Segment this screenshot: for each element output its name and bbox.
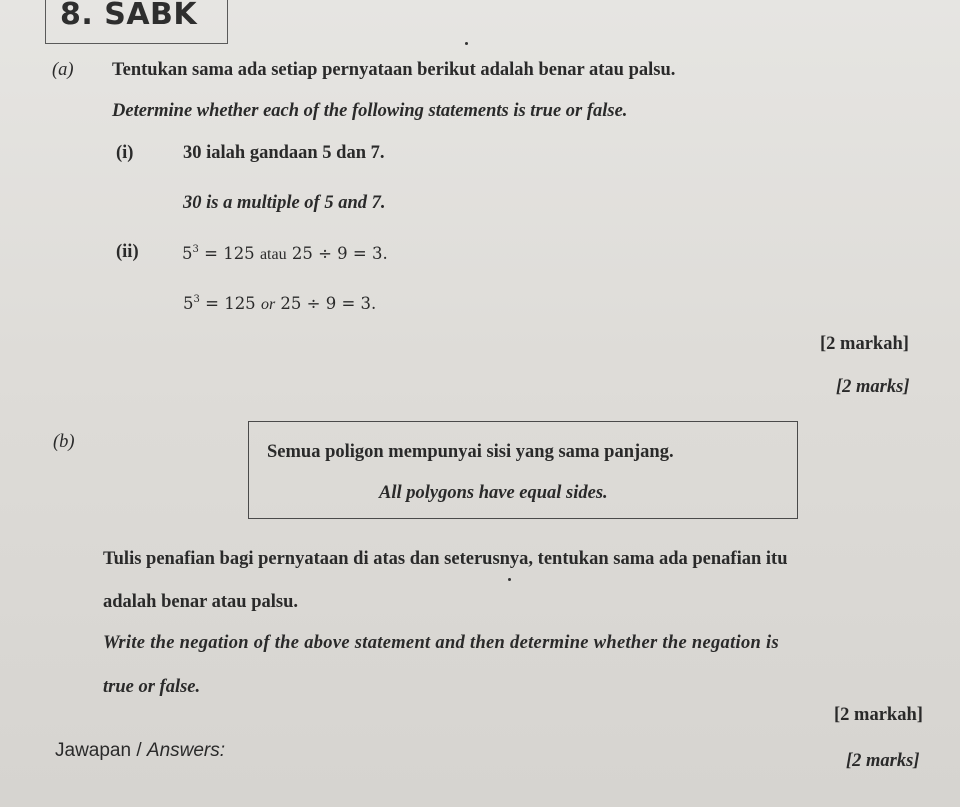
item-ii-ms-exponent: 3 xyxy=(192,244,199,255)
statement-ms: Semua poligon mempunyai sisi yang sama panjang. xyxy=(267,442,674,462)
item-ii-label: (ii) xyxy=(116,242,139,262)
part-b-marks-ms: [2 markah] xyxy=(834,705,923,725)
part-a-label: (a) xyxy=(52,60,74,80)
item-ii-ms-base: 5 xyxy=(182,244,193,263)
item-i-statement-en: 30 is a multiple of 5 and 7. xyxy=(183,193,386,213)
print-speck xyxy=(465,42,468,45)
item-i-statement-ms: 30 ialah gandaan 5 dan 7. xyxy=(183,143,385,163)
item-i-label: (i) xyxy=(116,143,134,163)
item-ii-ms-conj: atau xyxy=(259,246,287,263)
item-ii-ms-eq2: 25 ÷ 9 = 3. xyxy=(286,244,388,263)
print-speck xyxy=(508,578,511,581)
statement-box xyxy=(248,421,798,519)
item-ii-statement-en xyxy=(183,294,376,314)
part-a-marks-ms: [2 markah] xyxy=(820,334,909,354)
item-ii-en-eq1: = 125 xyxy=(199,294,261,313)
part-b-instruction-en-line1: Write the negation of the above statement and then determine whether the negation is xyxy=(103,633,779,653)
answer-label xyxy=(55,740,225,762)
item-ii-en-base: 5 xyxy=(183,294,194,313)
part-a-instruction-en: Determine whether each of the following statements is true or false. xyxy=(112,101,628,121)
part-b-instruction-ms-line2: adalah benar atau palsu. xyxy=(103,592,298,612)
part-b-label: (b) xyxy=(53,432,75,452)
part-b-instruction-ms-line1: Tulis penafian bagi pernyataan di atas dan seterusnya, tentukan sama ada penafian itu xyxy=(103,549,788,569)
part-b-marks-en: [2 marks] xyxy=(846,751,920,771)
item-ii-statement-ms xyxy=(182,244,388,264)
item-ii-en-exponent: 3 xyxy=(193,294,200,305)
item-ii-ms-eq1: = 125 xyxy=(198,244,260,263)
answer-label-en: Answers: xyxy=(146,740,226,761)
answer-label-separator: / xyxy=(131,740,147,761)
item-ii-en-eq2: 25 ÷ 9 = 3. xyxy=(275,294,377,313)
answer-label-ms: Jawapan xyxy=(55,740,132,761)
part-a-marks-en: [2 marks] xyxy=(836,377,910,397)
statement-en: All polygons have equal sides. xyxy=(379,483,608,503)
part-a-instruction-ms: Tentukan sama ada setiap pernyataan berikut adalah benar atau palsu. xyxy=(112,60,676,80)
part-b-instruction-en-line2: true or false. xyxy=(103,677,201,697)
question-title: 8. SABK xyxy=(60,0,198,32)
item-ii-en-conj: or xyxy=(260,296,276,313)
